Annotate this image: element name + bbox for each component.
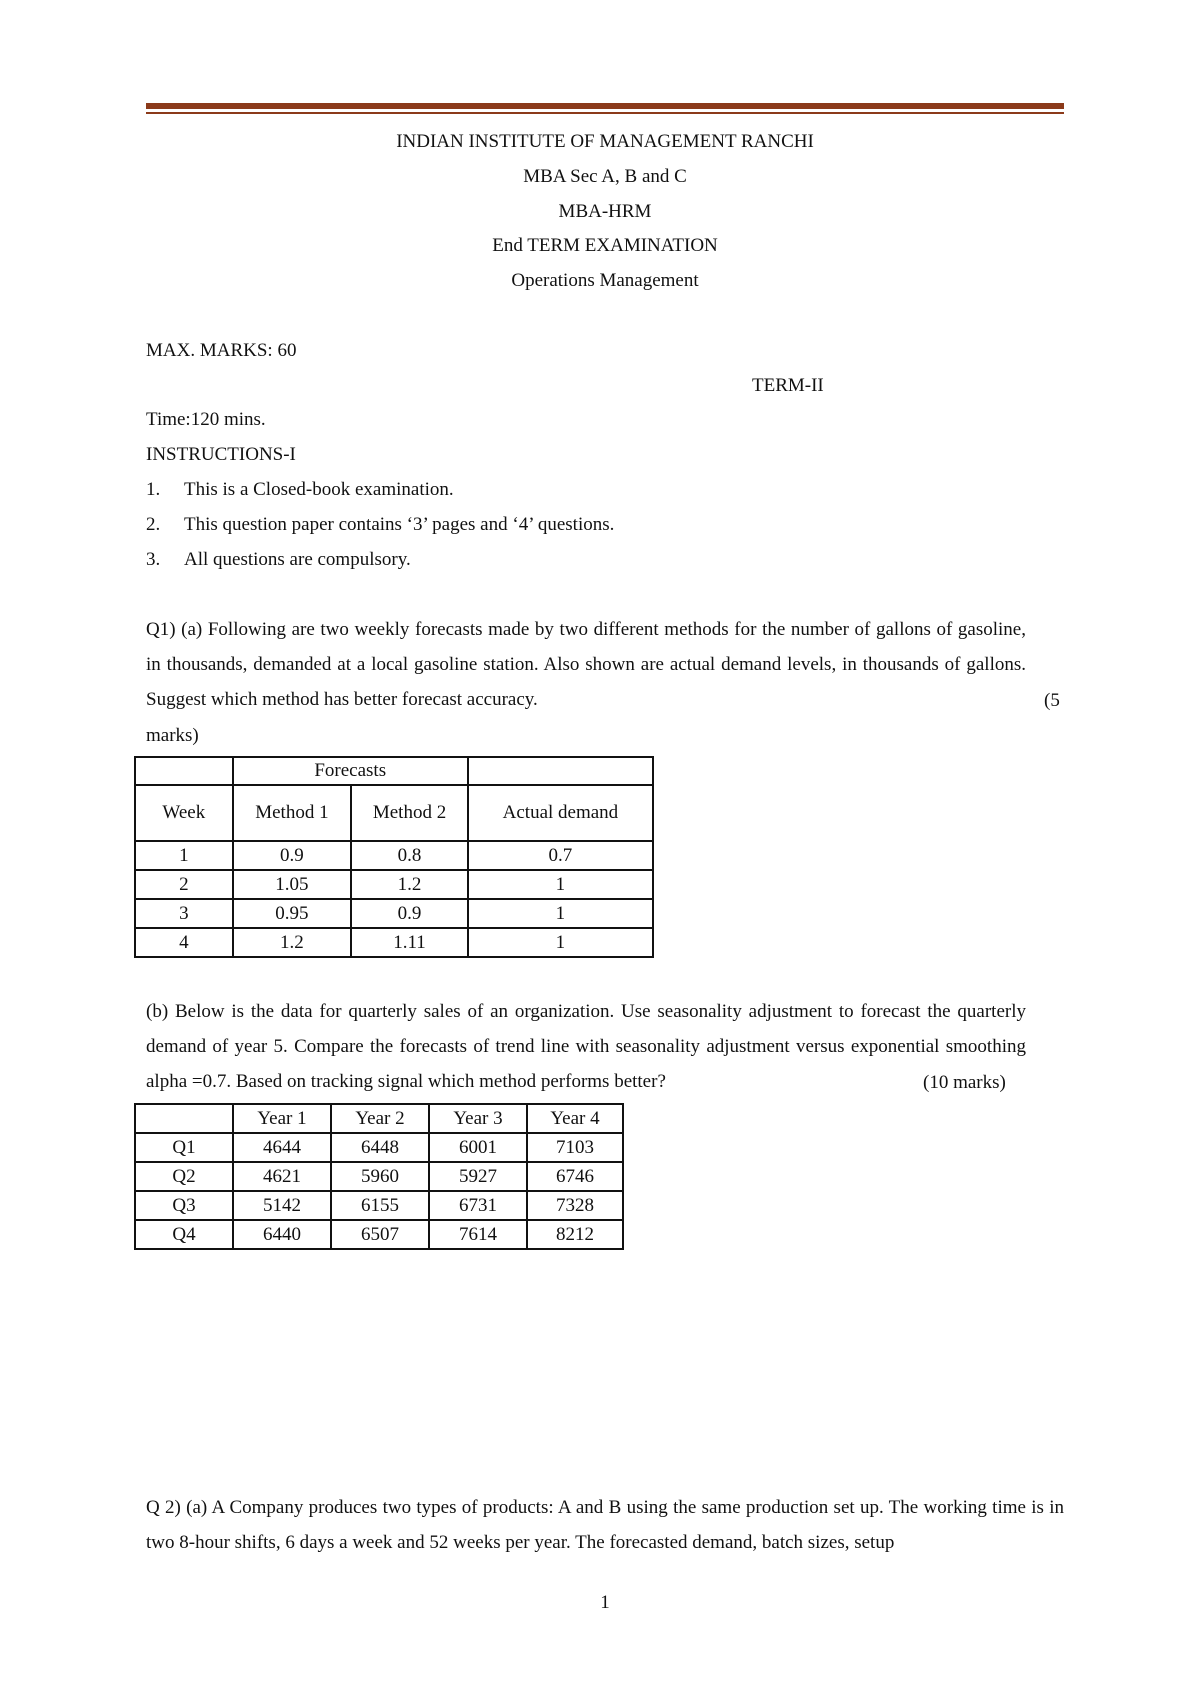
table-cell: 0.9 — [233, 841, 352, 870]
table-cell: 1 — [468, 870, 653, 899]
table-cell — [135, 757, 233, 785]
q1a-marks: (5 — [1044, 690, 1060, 711]
table-cell: 0.95 — [233, 899, 352, 928]
instruction-number: 2. — [146, 514, 161, 535]
column-header: Year 4 — [527, 1104, 623, 1133]
table-cell: Q4 — [135, 1220, 233, 1249]
table-row — [135, 1162, 623, 1191]
column-header: Year 1 — [233, 1104, 331, 1133]
table-cell: 1 — [468, 899, 653, 928]
instructions-title: INSTRUCTIONS-I — [146, 444, 296, 465]
table-cell: 2 — [135, 870, 233, 899]
time-allowed: Time:120 mins. — [146, 409, 266, 430]
table-cell — [468, 757, 653, 785]
table-row — [135, 1220, 623, 1249]
table-cell: 7328 — [527, 1191, 623, 1220]
column-header: Actual demand — [468, 785, 653, 841]
term-label: TERM-II — [752, 375, 824, 396]
table-cell: 1.2 — [233, 928, 352, 957]
program-name: MBA Sec A, B and C — [523, 166, 687, 187]
max-marks: MAX. MARKS: 60 — [146, 340, 297, 361]
table-cell: 5142 — [233, 1191, 331, 1220]
table-cell: Q3 — [135, 1191, 233, 1220]
table-row — [135, 841, 653, 870]
header-rule-thick — [146, 103, 1064, 109]
table-cell: 5927 — [429, 1162, 527, 1191]
table-cell: 0.8 — [351, 841, 468, 870]
table-cell: 7614 — [429, 1220, 527, 1249]
forecasts-group-header: Forecasts — [233, 757, 468, 785]
table-cell: 6001 — [429, 1133, 527, 1162]
table-row — [135, 1133, 623, 1162]
instruction-number: 1. — [146, 479, 161, 500]
table-cell: 4644 — [233, 1133, 331, 1162]
table-cell: 6746 — [527, 1162, 623, 1191]
table-cell: 5960 — [331, 1162, 429, 1191]
table-cell: Q1 — [135, 1133, 233, 1162]
table-cell: 4621 — [233, 1162, 331, 1191]
table-cell: 6155 — [331, 1191, 429, 1220]
q1b-marks: (10 marks) — [923, 1072, 1006, 1093]
table-cell: 7103 — [527, 1133, 623, 1162]
table-cell: 1.11 — [351, 928, 468, 957]
table-cell: 8212 — [527, 1220, 623, 1249]
exam-title: End TERM EXAMINATION — [492, 235, 718, 256]
q1a-text: Q1) (a) Following are two weekly forecasts made by two different methods for the number of gallons of gasoline, in thousands, demanded at a local gasoline station. Also shown are actual demand levels, in thousands of gallons. Suggest which method has better forecast accuracy. — [146, 619, 1026, 710]
institute-name: INDIAN INSTITUTE OF MANAGEMENT RANCHI — [396, 131, 814, 152]
column-header: Year 2 — [331, 1104, 429, 1133]
column-header: Year 3 — [429, 1104, 527, 1133]
q1b-text: (b) Below is the data for quarterly sales of an organization. Use seasonality adjustment to forecast the quarterly demand of year 5. Compare the forecasts of trend line with seasonality adjustment versus exponential smoothing alpha =0.7. Based on tracking signal which method performs better? — [146, 1001, 1026, 1092]
quarterly-sales-table — [134, 1103, 624, 1250]
table-cell: 3 — [135, 899, 233, 928]
instruction-text: This question paper contains ‘3’ pages and ‘4’ questions. — [184, 514, 615, 535]
table-row — [135, 899, 653, 928]
table-cell: 6731 — [429, 1191, 527, 1220]
table-row — [135, 1191, 623, 1220]
table-cell: 1.05 — [233, 870, 352, 899]
table-cell: 1.2 — [351, 870, 468, 899]
column-header — [135, 1104, 233, 1133]
instruction-number: 3. — [146, 549, 161, 570]
table-cell: 0.7 — [468, 841, 653, 870]
q1a-marks-cont: marks) — [146, 725, 199, 746]
instruction-text: All questions are compulsory. — [184, 549, 411, 570]
table-cell: 0.9 — [351, 899, 468, 928]
table-cell: 6507 — [331, 1220, 429, 1249]
table-cell: 1 — [135, 841, 233, 870]
table-row — [135, 870, 653, 899]
table-cell: 1 — [468, 928, 653, 957]
page-number: 1 — [600, 1592, 610, 1613]
instruction-text: This is a Closed-book examination. — [184, 479, 454, 500]
table-cell: Q2 — [135, 1162, 233, 1191]
table-cell: 6440 — [233, 1220, 331, 1249]
course-title: Operations Management — [511, 270, 699, 291]
column-header: Week — [135, 785, 233, 841]
program-name-2: MBA-HRM — [558, 201, 652, 222]
forecast-table — [134, 756, 654, 958]
column-header: Method 1 — [233, 785, 352, 841]
table-cell: 4 — [135, 928, 233, 957]
q2a-text: Q 2) (a) A Company produces two types of products: A and B using the same production set up. The working time is in two 8-hour shifts, 6 days a week and 52 weeks per year. The forecasted demand, batch sizes, setup — [146, 1497, 1064, 1553]
header-rule-thin — [146, 112, 1064, 114]
column-header: Method 2 — [351, 785, 468, 841]
table-row — [135, 928, 653, 957]
table-cell: 6448 — [331, 1133, 429, 1162]
